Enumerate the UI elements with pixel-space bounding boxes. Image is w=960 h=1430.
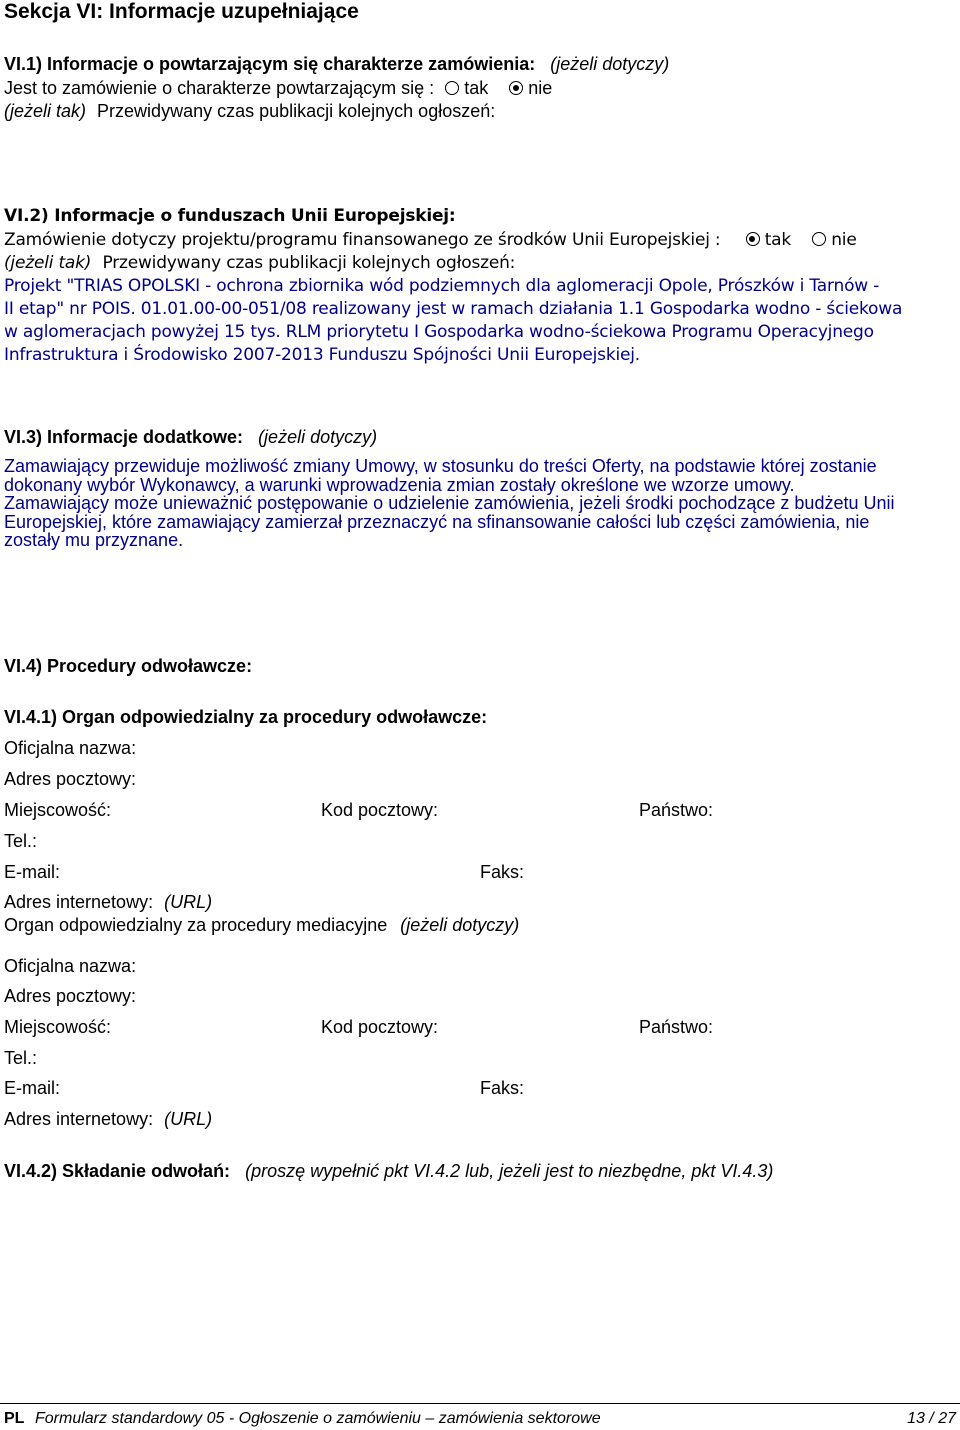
phone-label: Tel.: bbox=[4, 1048, 38, 1068]
web-address-label: Adres internetowy: bbox=[4, 1109, 154, 1129]
postal-address-label: Adres pocztowy: bbox=[4, 986, 137, 1006]
postal-code-label: Kod pocztowy: bbox=[321, 800, 439, 820]
s62-pub-line bbox=[4, 252, 515, 275]
s61-heading: VI.1) Informacje o powtarzającym się charakterze zamówienia: bbox=[4, 54, 536, 74]
email-label: E-mail: bbox=[4, 862, 61, 882]
mediation-label: Organ odpowiedzialny za procedury mediacyjne bbox=[4, 915, 388, 935]
s63-heading-line bbox=[4, 426, 377, 449]
s63-text-line: Zamawiający może unieważnić postępowanie o udzielenie zamówienia, jeżeli środki pochodzące z budżetu Unii bbox=[4, 493, 895, 513]
mediation-note: (jeżeli dotyczy) bbox=[400, 915, 520, 935]
s62-project-line: Projekt "TRIAS OPOLSKI - ochrona zbiornika wód podziemnych dla aglomeracji Opole, Prószków i Tarnów - bbox=[4, 276, 880, 296]
s64-sub1-heading: VI.4.1) Organ odpowiedzialny za procedury odwoławcze: bbox=[4, 707, 488, 727]
country-label: Państwo: bbox=[639, 1017, 714, 1037]
official-name-label: Oficjalna nazwa: bbox=[4, 956, 137, 976]
s61-pub-line bbox=[4, 100, 495, 123]
phone-label: Tel.: bbox=[4, 831, 38, 851]
official-name-label: Oficjalna nazwa: bbox=[4, 738, 137, 758]
s63-heading: VI.3) Informacje dodatkowe: bbox=[4, 427, 244, 447]
s62-question-line bbox=[4, 229, 857, 252]
s62-project-line: Infrastruktura i Środowisko 2007-2013 Funduszu Spójności Unii Europejskiej. bbox=[4, 345, 640, 365]
s63-text-line: zostały mu przyznane. bbox=[4, 530, 184, 550]
city-label: Miejscowość: bbox=[4, 1017, 112, 1037]
fax-label: Faks: bbox=[480, 1078, 525, 1098]
s63-heading-note: (jeżeli dotyczy) bbox=[258, 427, 378, 447]
s61-opt-yes: tak bbox=[464, 78, 489, 98]
mediation-line bbox=[4, 914, 519, 937]
s62-project-line: w aglomeracjach powyżej 15 tys. RLM priorytetu I Gospodarka wodno-ściekowa Programu Operacyjnego bbox=[4, 322, 874, 342]
s63-text-line: dokonany wybór Wykonawcy, a warunki wprowadzenia zmian zostały określone we wzorze umowy. bbox=[4, 474, 795, 495]
s63-text-line: Europejskiej, które zamawiający zamierzał przeznaczyć na sfinansowanie całości lub części zamówienia, nie bbox=[4, 511, 870, 532]
postal-address-label: Adres pocztowy: bbox=[4, 769, 137, 789]
s62-opt-yes: tak bbox=[764, 230, 792, 250]
s61-radio-yes-icon[interactable] bbox=[445, 81, 459, 95]
s61-radio-no-icon[interactable] bbox=[509, 81, 523, 95]
footer-lang: PL bbox=[4, 1410, 25, 1427]
web-address-label: Adres internetowy: bbox=[4, 892, 154, 912]
s62-opt-no: nie bbox=[831, 230, 857, 250]
url-note: (URL) bbox=[164, 1109, 213, 1129]
s61-opt-no: nie bbox=[528, 78, 553, 98]
fax-label: Faks: bbox=[480, 862, 525, 882]
s61-pub-prefix: (jeżeli tak) bbox=[4, 101, 87, 121]
s62-project-line: II etap" nr POIS. 01.01.00-00-051/08 realizowany jest w ramach działania 1.1 Gospodarka wodno - ściekowa bbox=[4, 299, 903, 319]
s62-pub-label: Przewidywany czas publikacji kolejnych ogłoszeń: bbox=[102, 253, 516, 273]
s62-pub-prefix: (jeżeli tak) bbox=[4, 253, 92, 273]
s64-heading: VI.4) Procedury odwoławcze: bbox=[4, 656, 253, 676]
s64-sub2-note: (proszę wypełnić pkt VI.4.2 lub, jeżeli jest to niezbędne, pkt VI.4.3) bbox=[245, 1161, 774, 1181]
web-address-line bbox=[4, 891, 212, 914]
footer-page: 13 / 27 bbox=[907, 1410, 956, 1427]
country-label: Państwo: bbox=[639, 800, 714, 820]
s61-heading-note: (jeżeli dotyczy) bbox=[550, 54, 670, 74]
s61-question-line bbox=[4, 77, 552, 100]
s62-radio-no-icon[interactable] bbox=[812, 232, 826, 246]
web-address-line bbox=[4, 1108, 212, 1131]
s62-question: Zamówienie dotyczy projektu/programu finansowanego ze środków Unii Europejskiej : bbox=[4, 230, 721, 250]
footer-divider bbox=[0, 1403, 960, 1404]
s64-sub2-heading: VI.4.2) Składanie odwołań: bbox=[4, 1161, 231, 1181]
s61-pub-label: Przewidywany czas publikacji kolejnych ogłoszeń: bbox=[97, 101, 496, 121]
url-note: (URL) bbox=[164, 892, 213, 912]
footer-form-title: Formularz standardowy 05 - Ogłoszenie o zamówieniu – zamówienia sektorowe bbox=[35, 1410, 601, 1427]
s61-question: Jest to zamówienie o charakterze powtarzającym się : bbox=[4, 78, 435, 98]
section-title: Sekcja VI: Informacje uzupełniające bbox=[4, 0, 359, 23]
s61-heading-line bbox=[4, 53, 669, 76]
s62-radio-yes-icon[interactable] bbox=[746, 232, 760, 246]
postal-code-label: Kod pocztowy: bbox=[321, 1017, 439, 1037]
s64-sub2-line bbox=[4, 1160, 773, 1183]
email-label: E-mail: bbox=[4, 1078, 61, 1098]
s62-heading: VI.2) Informacje o funduszach Unii Europejskiej: bbox=[4, 206, 456, 226]
city-label: Miejscowość: bbox=[4, 800, 112, 820]
s63-text-line: Zamawiający przewiduje możliwość zmiany Umowy, w stosunku do treści Oferty, na podstawie której zostanie bbox=[4, 456, 877, 476]
